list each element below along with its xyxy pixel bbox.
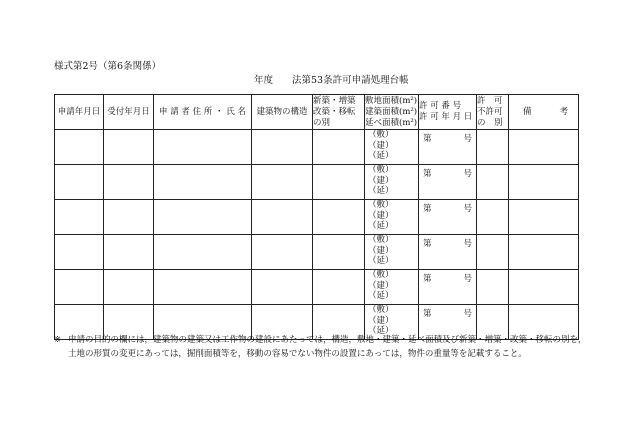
header-permit-status [477,95,509,130]
application-date-cell[interactable] [55,130,104,165]
permit-number-cell[interactable] [419,200,477,235]
header-purpose-line: 新築・増築 [313,95,356,106]
note-mark: ※ [54,335,62,345]
permit-prefix: 第 [423,204,432,214]
area-cell[interactable] [365,165,419,200]
area-label-site: （敷） [368,235,394,245]
remarks-cell[interactable] [509,165,579,200]
receipt-date-cell[interactable] [104,200,154,235]
header-structure: 建築物の構造 [252,95,313,130]
permit-suffix: 号 [463,204,472,214]
header-row [55,95,579,130]
structure-cell[interactable] [252,165,313,200]
header-purpose-line: 改築・移転 [313,106,356,117]
permit-suffix: 号 [463,169,472,179]
permit-ledger-table [54,94,579,340]
header-permit-line: 許 可 番 号 [419,101,462,111]
header-purpose [313,95,365,130]
applicant-cell[interactable] [154,270,252,305]
header-status-line: 許 可 [477,95,503,106]
permit-status-cell[interactable] [477,130,509,165]
permit-prefix: 第 [423,274,432,284]
purpose-cell[interactable] [313,165,365,200]
note-line-2: 土地の形質の変更にあっては，掘削面積等を，移動の容易でない物件の設置にあっては，物件の重量等を記載すること。 [68,349,527,359]
header-area-line: 敷地面積(m²) [365,95,418,106]
area-label-building: （建） [368,280,394,291]
permit-status-cell[interactable] [477,165,509,200]
area-label-floor: （延） [368,186,394,197]
structure-cell[interactable] [252,235,313,270]
header-receipt-date: 受付年月日 [104,95,154,130]
permit-suffix: 号 [463,309,472,319]
remarks-cell[interactable] [509,130,579,165]
area-label-building: （建） [368,315,394,326]
table-row [55,165,579,200]
permit-number-cell[interactable] [419,270,477,305]
permit-number-line [423,167,472,179]
table-row [55,200,579,235]
permit-suffix: 号 [463,239,472,249]
area-cell[interactable] [365,200,419,235]
note-line-1 [54,333,587,347]
area-label-floor: （延） [368,291,394,302]
permit-number-cell[interactable] [419,130,477,165]
header-status-line: の 別 [477,117,503,128]
receipt-date-cell[interactable] [104,235,154,270]
header-permit-number [419,95,477,130]
header-area-line: 建築面積(m²) [365,106,418,117]
header-remarks-char: 備 [523,106,532,117]
area-label-floor: （延） [368,256,394,267]
permit-suffix: 号 [463,274,472,284]
area-label-site: （敷） [368,270,394,280]
table-row [55,235,579,270]
applicant-cell[interactable] [154,235,252,270]
permit-number-line [423,202,472,214]
area-label-site: （敷） [368,165,394,175]
header-area-line: 延べ面積(m²) [365,117,418,128]
purpose-cell[interactable] [313,200,365,235]
applicant-cell[interactable] [154,165,252,200]
note [54,333,587,361]
purpose-cell[interactable] [313,270,365,305]
receipt-date-cell[interactable] [104,165,154,200]
permit-prefix: 第 [423,134,432,144]
permit-number-cell[interactable] [419,165,477,200]
permit-number-line [423,307,472,319]
applicant-cell[interactable] [154,130,252,165]
area-label-site: （敷） [368,200,394,210]
application-date-cell[interactable] [55,235,104,270]
table-row [55,130,579,165]
area-label-floor: （延） [368,326,394,337]
area-label-building: （建） [368,210,394,221]
structure-cell[interactable] [252,130,313,165]
area-cell[interactable] [365,130,419,165]
area-label-building: （建） [368,175,394,186]
permit-suffix: 号 [463,134,472,144]
area-label-site: （敷） [368,130,394,140]
permit-prefix: 第 [423,169,432,179]
area-label-building: （建） [368,140,394,151]
header-remarks [509,95,579,130]
area-label-floor: （延） [368,221,394,232]
area-label-floor: （延） [368,151,394,162]
permit-prefix: 第 [423,239,432,249]
permit-number-line [423,237,472,249]
application-date-cell[interactable] [55,165,104,200]
application-date-cell[interactable] [55,200,104,235]
area-label-building: （建） [368,245,394,256]
remarks-cell[interactable] [509,235,579,270]
area-label-site: （敷） [368,305,394,315]
area-cell[interactable] [365,235,419,270]
application-date-cell[interactable] [55,270,104,305]
header-remarks-char: 考 [559,106,568,117]
header-status-line: 不許可 [477,106,503,117]
note-text-1: 申請の目的の欄には，建築物の建築又は工作物の建設にあたっては，構造，敷地・建築・延べ面積及び新築・増築・改築・移転の別を， [68,335,587,345]
permit-number-line [423,272,472,284]
purpose-cell[interactable] [313,235,365,270]
header-permit-line: 許 可 年 月 日 [419,112,473,122]
receipt-date-cell[interactable] [104,270,154,305]
remarks-cell[interactable] [509,270,579,305]
ledger-title: 年度 法第53条許可申請処理台帳 [254,75,409,86]
header-area [365,95,419,130]
header-purpose-line: の別 [313,117,331,128]
permit-number-cell[interactable] [419,235,477,270]
applicant-cell[interactable] [154,200,252,235]
remarks-cell[interactable] [509,200,579,235]
header-application-date: 申請年月日 [55,95,104,130]
receipt-date-cell[interactable] [104,130,154,165]
structure-cell[interactable] [252,200,313,235]
permit-prefix: 第 [423,309,432,319]
permit-status-cell[interactable] [477,270,509,305]
permit-number-line [423,132,472,144]
permit-status-cell[interactable] [477,200,509,235]
form-number: 様式第2号（第6条関係） [54,61,162,72]
structure-cell[interactable] [252,270,313,305]
purpose-cell[interactable] [313,130,365,165]
area-cell[interactable] [365,270,419,305]
header-applicant: 申 請 者 住 所 ・ 氏 名 [154,95,252,130]
permit-status-cell[interactable] [477,235,509,270]
table-row [55,270,579,305]
